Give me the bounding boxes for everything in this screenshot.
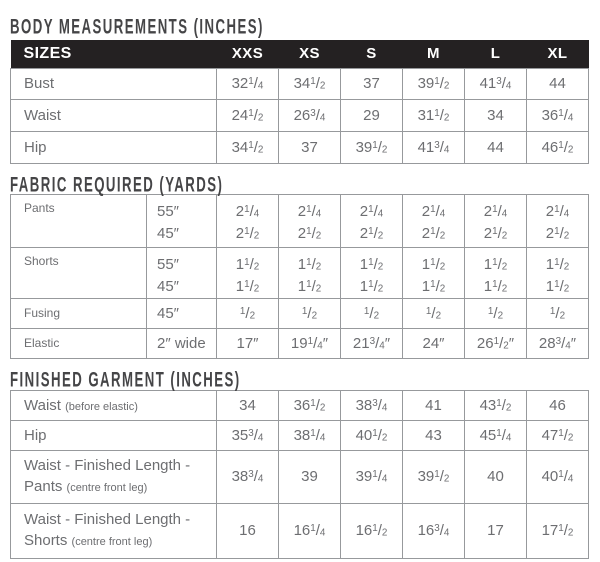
cell-value: $41^3/_4$ [403,131,465,163]
cell-value [465,247,527,298]
cell-value [403,247,465,298]
cell-value [279,247,341,298]
row-label-line1: Waist - Finished Length - [24,456,191,474]
cell-value: $31^1/_2$ [403,99,465,131]
cell-value: $43^1/_2$ [465,390,527,420]
value-line: $1^1/_2$ [235,255,260,273]
cell-value: $38^3/_4$ [341,390,403,420]
cell-value: $26^1/_2''$ [465,328,527,358]
cell-value: 17″ [217,328,279,358]
row-label: Pants [11,194,147,247]
cell-value: $16^3/_4$ [403,503,465,558]
cell-value [403,194,465,247]
cell-value: $17^1/_2$ [527,503,589,558]
value-line: $2^1/_2$ [359,224,384,242]
value-line: $2^1/_4$ [483,202,508,220]
col-header-sizes: SIZES [11,40,217,68]
row-label-text: Shorts [24,531,68,549]
value-line: $2^1/_4$ [297,202,322,220]
row-label [11,390,217,420]
cell-value: 40 [465,450,527,503]
value-line: $2^1/_2$ [545,224,570,242]
row-label: Bust [11,68,217,99]
cell-value: $36^1/_4$ [527,99,589,131]
value-line: $1^1/_2$ [483,255,508,273]
cell-value: $36^1/_2$ [279,390,341,420]
bust-row [11,68,589,99]
row-label-note: (before elastic) [65,400,138,413]
value-line: $2^1/_2$ [297,224,322,242]
cell-value: $34^1/_2$ [279,68,341,99]
cell-value: $39^1/_2$ [341,131,403,163]
row-label: Fusing [11,298,147,328]
cell-value: 34 [465,99,527,131]
fabric-width-line: 55″ [157,202,179,220]
value-line: $2^1/_4$ [421,202,446,220]
cell-value: 43 [403,420,465,450]
row-label-note: (centre front leg) [71,535,153,548]
cell-value: $40^1/_4$ [527,450,589,503]
section-title-text: BODY MEASUREMENTS (INCHES) [10,14,264,39]
cell-value: 17 [465,503,527,558]
fabric-required-title [10,170,590,197]
finished-garment-section [10,365,590,559]
row-label-text: Pants [24,477,63,495]
section-title-text: FABRIC REQUIRED (YARDS) [10,172,224,197]
value-line: $1^1/_2$ [545,255,570,273]
value-line: $2^1/_4$ [545,202,570,220]
fabric-required-table [10,194,589,359]
cell-value [217,194,279,247]
cell-value: 37 [341,68,403,99]
value-line: $2^1/_4$ [359,202,384,220]
cell-value: $16^1/_2$ [341,503,403,558]
row-label: Hip [11,420,217,450]
fusing-row [11,298,589,328]
col-header-m: M [403,40,465,68]
cell-value: 41 [403,390,465,420]
cell-value: $24^1/_2$ [217,99,279,131]
cell-value: $^1/_2$ [217,298,279,328]
cell-value: 39 [279,450,341,503]
value-line: $1^1/_2$ [297,255,322,273]
cell-value: $34^1/_2$ [217,131,279,163]
value-line: $1^1/_2$ [297,277,322,295]
cell-value: $^1/_2$ [341,298,403,328]
value-line: $1^1/_2$ [421,255,446,273]
cell-value: $32^1/_4$ [217,68,279,99]
body-measurements-section [10,12,590,164]
cell-value: 44 [465,131,527,163]
row-label: Waist [11,99,217,131]
cell-value [341,194,403,247]
body-measurements-title [10,12,590,39]
col-header-s: S [341,40,403,68]
cell-value: $^1/_2$ [465,298,527,328]
cell-value: $26^3/_4$ [279,99,341,131]
cell-value: $39^1/_2$ [403,450,465,503]
value-line: $1^1/_2$ [483,277,508,295]
cell-value: 24″ [403,328,465,358]
finished-waist-row [11,390,589,420]
cell-value: $46^1/_2$ [527,131,589,163]
row-label: Shorts [11,247,147,298]
cell-value: 44 [527,68,589,99]
finished-garment-title [10,365,590,392]
value-line: $2^1/_4$ [235,202,260,220]
cell-value: 29 [341,99,403,131]
cell-value: $28^3/_4''$ [527,328,589,358]
cell-value: $16^1/_4$ [279,503,341,558]
pants-length-row [11,450,589,503]
value-line: $2^1/_2$ [421,224,446,242]
cell-value: $21^3/_4''$ [341,328,403,358]
cell-value [341,247,403,298]
cell-value [527,247,589,298]
cell-value: $41^3/_4$ [465,68,527,99]
value-line: $1^1/_2$ [235,277,260,295]
fabric-required-section [10,170,590,359]
row-label-line2 [24,476,216,499]
cell-value [217,247,279,298]
row-label-note: (centre front leg) [66,481,148,494]
row-label-line1: Waist - Finished Length - [24,510,191,528]
fabric-width-cell [147,194,217,247]
col-header-xl: XL [527,40,589,68]
row-label: Hip [11,131,217,163]
col-header-xs: XS [279,40,341,68]
cell-value: $^1/_2$ [403,298,465,328]
fabric-width-cell: 45″ [147,298,217,328]
cell-value: $^1/_2$ [527,298,589,328]
row-label-text: Waist [24,396,61,414]
cell-value: $40^1/_2$ [341,420,403,450]
value-line: $2^1/_2$ [483,224,508,242]
row-label [11,503,217,558]
cell-value: $38^1/_4$ [279,420,341,450]
cell-value: $39^1/_4$ [341,450,403,503]
fabric-width-line: 55″ [157,255,179,273]
cell-value: $39^1/_2$ [403,68,465,99]
cell-value: $^1/_2$ [279,298,341,328]
sizes-header-row [11,40,589,68]
cell-value: $45^1/_4$ [465,420,527,450]
section-title-text: FINISHED GARMENT (INCHES) [10,367,241,392]
value-line: $1^1/_2$ [359,277,384,295]
cell-value: 46 [527,390,589,420]
value-line: $1^1/_2$ [421,277,446,295]
value-line: $2^1/_2$ [235,224,260,242]
cell-value: 34 [217,390,279,420]
hip-row [11,131,589,163]
fabric-width-line: 45″ [157,224,179,242]
pants-fabric-row [11,194,589,247]
col-header-xxs: XXS [217,40,279,68]
waist-row [11,99,589,131]
cell-value: $38^3/_4$ [217,450,279,503]
value-line: $1^1/_2$ [359,255,384,273]
cell-value [527,194,589,247]
value-line: $1^1/_2$ [545,277,570,295]
elastic-row [11,328,589,358]
finished-garment-table [10,390,589,559]
cell-value: 16 [217,503,279,558]
col-header-l: L [465,40,527,68]
cell-value [279,194,341,247]
fabric-width-cell [147,247,217,298]
row-label: Elastic [11,328,147,358]
fabric-width-cell: 2″ wide [147,328,217,358]
shorts-fabric-row [11,247,589,298]
finished-hip-row [11,420,589,450]
shorts-length-row [11,503,589,558]
cell-value: $35^3/_4$ [217,420,279,450]
row-label-line2 [24,530,216,553]
row-label [11,450,217,503]
cell-value: 37 [279,131,341,163]
body-measurements-table [10,40,589,164]
fabric-width-line: 45″ [157,277,179,295]
cell-value: $47^1/_2$ [527,420,589,450]
cell-value: $19^1/_4''$ [279,328,341,358]
cell-value [465,194,527,247]
